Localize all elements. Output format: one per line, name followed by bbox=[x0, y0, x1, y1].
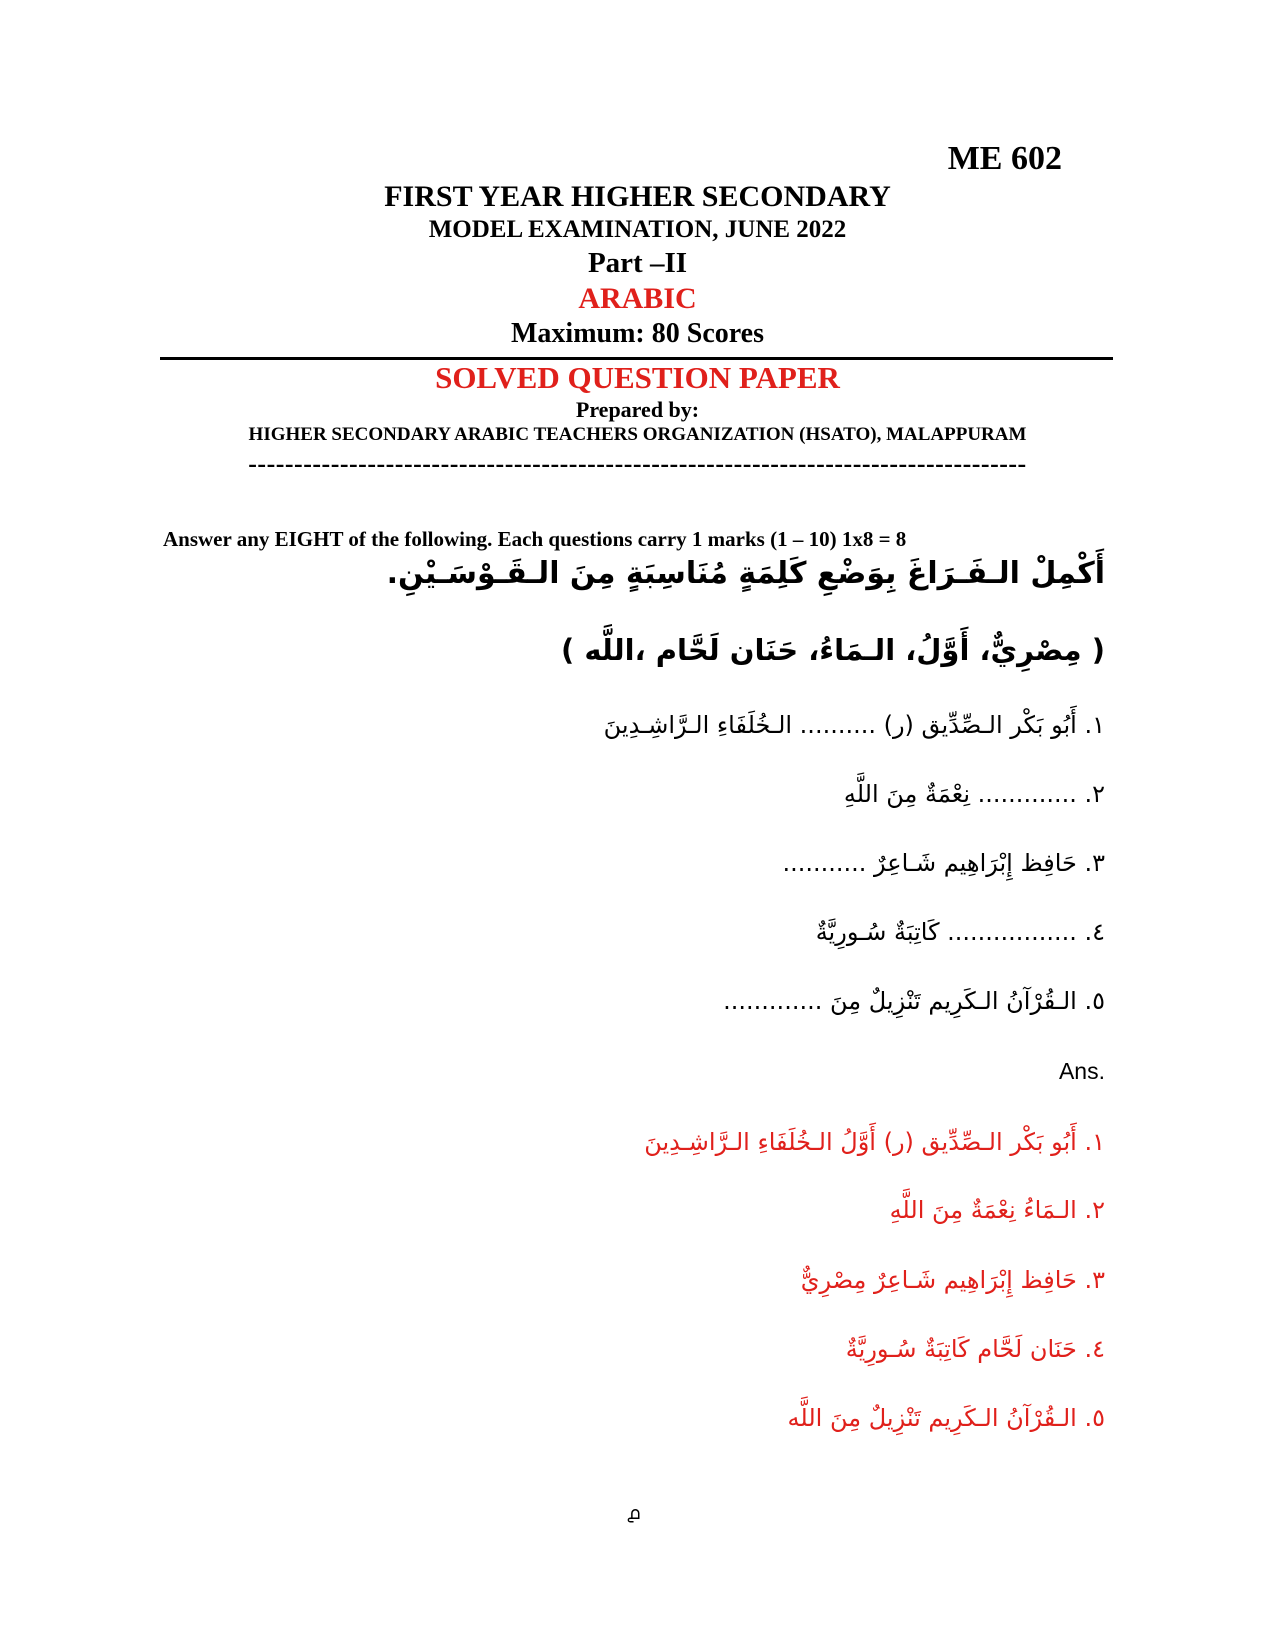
answer-1: ١. أَبُو بَكْر الـصِّدِّيق (ر) أَوَّلُ الـخُلَفَاءِ الـرَّاشِـدِينَ bbox=[644, 1128, 1105, 1156]
question-5: ٥. الـقُرْآنُ الـكَرِيم تَنْزِيلٌ مِنَ ............. bbox=[723, 987, 1105, 1015]
answer-4: ٤. حَنَان لَحَّام كَاتِبَةٌ سُـورِيَّةٌ bbox=[845, 1335, 1105, 1363]
prepared-by-label: Prepared by: bbox=[575, 397, 700, 422]
answer-3: ٣. حَافِظ إِبْرَاهِيم شَـاعِرٌ مِصْرِيٌّ bbox=[800, 1266, 1105, 1294]
organization-name: HIGHER SECONDARY ARABIC TEACHERS ORGANIZATION (HSATO), MALAPPURAM bbox=[248, 424, 1027, 445]
question-2: ٢. ............. نِعْمَةٌ مِنَ اللَّهِ bbox=[843, 780, 1105, 808]
arabic-instruction: أَكْمِلْ الـفَـرَاغَ بِوَضْعِ كَلِمَةٍ مُنَاسِبَةٍ مِنَ الـقَـوْسَـيْنِ. bbox=[386, 556, 1105, 591]
answer-2: ٢. الـمَاءُ نِعْمَةٌ مِنَ اللَّهِ bbox=[889, 1196, 1105, 1224]
exam-subject: ARABIC bbox=[578, 282, 697, 315]
exam-name: MODEL EXAMINATION, JUNE 2022 bbox=[428, 216, 847, 243]
max-scores: Maximum: 80 Scores bbox=[511, 318, 764, 349]
answers-label: Ans. bbox=[1058, 1058, 1105, 1084]
exam-title: FIRST YEAR HIGHER SECONDARY bbox=[384, 180, 891, 213]
word-options: ( مِصْرِيٌّ، أَوَّلُ، الـمَاءُ، حَنَان لَحَّام ،اللَّه ) bbox=[561, 633, 1105, 667]
solved-paper-title: SOLVED QUESTION PAPER bbox=[435, 360, 840, 395]
section-instruction: Answer any EIGHT of the following. Each questions carry 1 marks (1 – 10) 1x8 = 8 bbox=[163, 527, 907, 551]
exam-part: Part –II bbox=[587, 247, 688, 279]
exam-code: ME 602 bbox=[947, 140, 1062, 177]
answer-5: ٥. الـقُرْآنُ الـكَرِيم تَنْزِيلٌ مِنَ اللَّه bbox=[787, 1404, 1105, 1432]
page-number: ൧ bbox=[627, 1503, 640, 1524]
question-3: ٣. حَافِظ إِبْرَاهِيم شَـاعِرٌ ........... bbox=[782, 849, 1105, 877]
dashed-separator: ------------------------------------------------------------------------------------- bbox=[248, 449, 1027, 478]
question-1: ١. أَبُو بَكْر الـصِّدِّيق (ر) .......... الـخُلَفَاءِ الـرَّاشِـدِينَ bbox=[603, 711, 1105, 739]
question-4: ٤. ................. كَاتِبَةٌ سُـورِيَّةٌ bbox=[815, 918, 1105, 946]
